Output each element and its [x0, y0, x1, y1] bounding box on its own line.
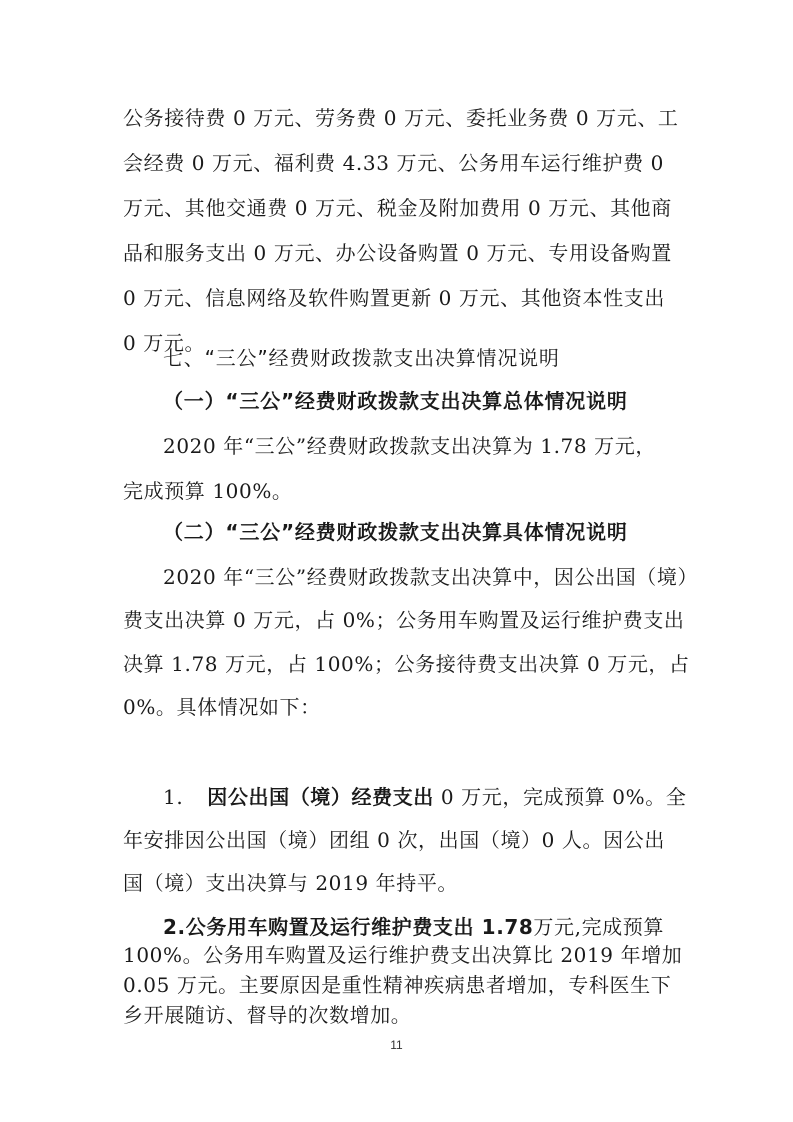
body-line: 0 万元。: [123, 331, 206, 355]
paragraph-line: 100%。公务用车购置及运行维护费支出决算比 2019 年增加: [123, 943, 683, 967]
subsection-heading: （二）“三公”经费财政拨款支出决算具体情况说明: [163, 520, 628, 544]
body-line: 品和服务支出 0 万元、办公设备购置 0 万元、专用设备购置: [123, 241, 672, 265]
paragraph-line: 0%。具体情况如下：: [123, 695, 321, 719]
page-number: 11: [390, 1038, 403, 1052]
paragraph-line: 完成预算 100%。: [123, 479, 293, 503]
paragraph-line: 国（境）支出决算与 2019 年持平。: [123, 871, 459, 895]
section-heading: 七、“三公”经费财政拨款支出决算情况说明: [163, 346, 560, 370]
paragraph-line: 乡开展随访、督导的次数增加。: [123, 1003, 412, 1027]
paragraph-line: 2020 年“三公”经费财政拨款支出决算为 1.78 万元，: [163, 434, 656, 458]
body-line: 会经费 0 万元、福利费 4.33 万元、公务用车运行维护费 0: [123, 151, 664, 175]
paragraph-line: 0.05 万元。主要原因是重性精神疾病患者增加，专科医生下: [123, 973, 672, 997]
subsection-heading: （一）“三公”经费财政拨款支出决算总体情况说明: [163, 389, 628, 413]
list-item-1: [163, 782, 686, 812]
body-line: 0 万元、信息网络及软件购置更新 0 万元、其他资本性支出: [123, 286, 665, 310]
paragraph-line: 费支出决算 0 万元，占 0%；公务用车购置及运行维护费支出: [123, 608, 685, 632]
list-item-bold-label: 因公出国（境）经费支出: [207, 785, 434, 809]
paragraph-line: 决算 1.78 万元，占 100%；公务接待费支出决算 0 万元，占: [123, 652, 690, 676]
paragraph-line: 2020 年“三公”经费财政拨款支出决算中，因公出国（境）: [163, 565, 699, 589]
body-line: 万元、其他交通费 0 万元、税金及附加费用 0 万元、其他商: [123, 196, 672, 220]
body-line: 公务接待费 0 万元、劳务费 0 万元、委托业务费 0 万元、工: [123, 106, 679, 130]
list-item-bold-label: 2.公务用车购置及运行维护费支出 1.78: [163, 915, 534, 939]
list-item-text: 万元,完成预算: [533, 915, 664, 939]
list-item-number: 1.: [163, 785, 184, 809]
list-item-text: 0 万元，完成预算 0%。全: [433, 785, 687, 809]
list-item-2: [163, 912, 664, 942]
paragraph-line: 年安排因公出国（境）团组 0 次，出国（境）0 人。因公出: [123, 828, 665, 852]
